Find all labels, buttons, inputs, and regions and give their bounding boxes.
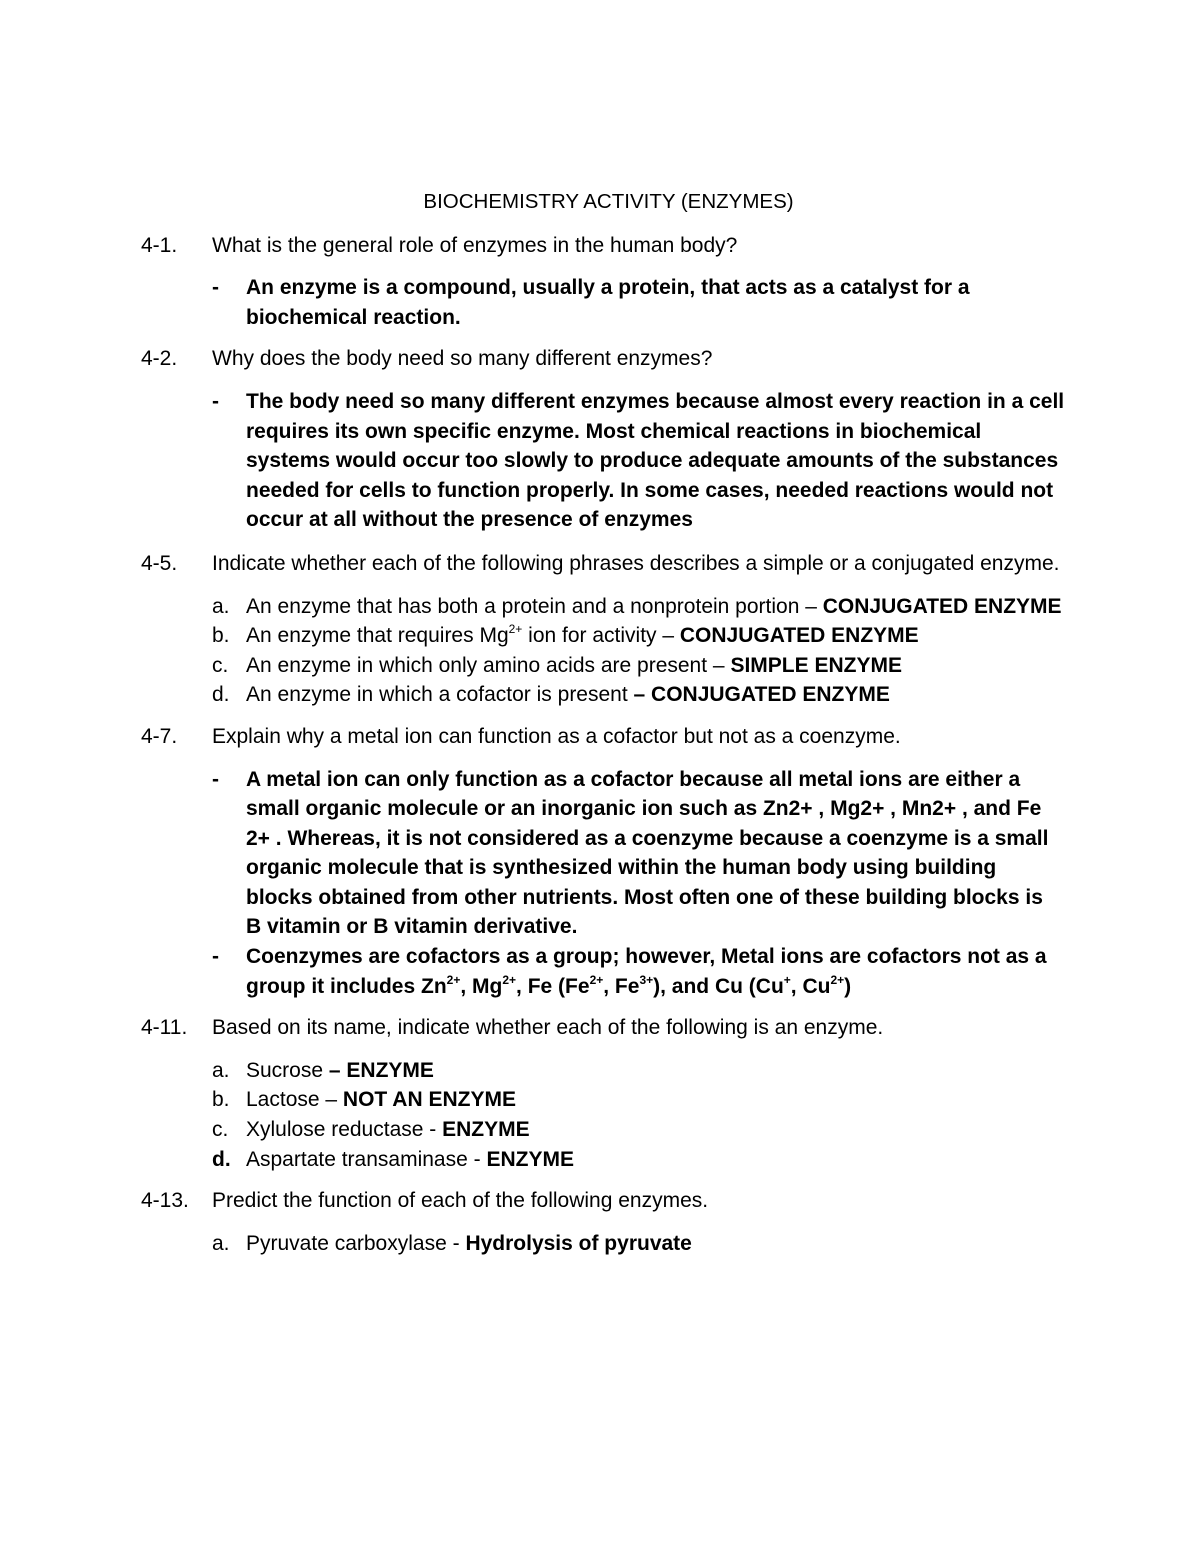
question-number: 4-7.	[141, 724, 178, 748]
item-answer: Hydrolysis of pyruvate	[465, 1231, 692, 1255]
answer-text: The body need so many different enzymes because almost every reaction in a cell requires its own specific enzyme. Most chemical reactions in biochemical systems would occur too slowly to produce adequate amounts of the substances needed for cells to function properly. In some cases, needed reactions would not occur at all without the presence of enzymes	[246, 389, 1065, 532]
question-4-11	[141, 1013, 1066, 1043]
item-letter: a.	[212, 1231, 230, 1255]
question-number: 4-2.	[141, 347, 178, 371]
item-letter: a.	[212, 1058, 230, 1082]
item-text: An enzyme that requires Mg	[246, 624, 509, 648]
question-4-13	[141, 1186, 1066, 1216]
answer-item	[141, 273, 1066, 332]
item-text: Pyruvate carboxylase -	[246, 1231, 460, 1255]
item-text: An enzyme that has both a protein and a nonprotein portion –	[246, 594, 817, 618]
item-text: Lactose –	[246, 1088, 338, 1112]
list-item	[141, 1115, 1066, 1145]
superscript: 2+	[508, 622, 523, 637]
document-page	[141, 187, 1066, 1270]
question-text: Indicate whether each of the following phrases describes a simple or a conjugated enzyme.	[212, 551, 1060, 575]
item-answer: – CONJUGATED ENZYME	[633, 683, 890, 707]
answer-fragment: )	[844, 974, 852, 998]
item-text: An enzyme in which a cofactor is present	[246, 683, 628, 707]
item-answer: NOT AN ENZYME	[342, 1088, 516, 1112]
question-4-5	[141, 549, 1066, 579]
question-text: Predict the function of each of the following enzymes.	[212, 1189, 709, 1213]
item-list	[141, 1229, 1066, 1259]
superscript: 2+	[589, 972, 604, 987]
answer-item	[141, 765, 1066, 943]
superscript: 2+	[830, 972, 845, 987]
answer-list	[141, 765, 1066, 1002]
list-item	[141, 621, 1066, 651]
list-item	[141, 1145, 1066, 1175]
item-letter: b.	[212, 1088, 230, 1112]
answer-fragment: , Cu	[790, 974, 831, 998]
item-answer: CONJUGATED ENZYME	[822, 594, 1062, 618]
item-answer: CONJUGATED ENZYME	[679, 624, 919, 648]
answer-text: An enzyme is a compound, usually a protein, that acts as a catalyst for a biochemical reaction.	[246, 276, 970, 329]
question-4-1	[141, 231, 1066, 261]
question-text: Why does the body need so many different enzymes?	[212, 347, 713, 371]
item-letter: c.	[212, 653, 229, 677]
answer-item	[141, 942, 1066, 1001]
bullet-dash: -	[212, 389, 219, 413]
item-answer: ENZYME	[442, 1118, 530, 1142]
superscript: 2+	[446, 972, 461, 987]
answer-list	[141, 273, 1066, 332]
item-text: Sucrose	[246, 1058, 324, 1082]
answer-text	[246, 942, 1061, 1001]
item-answer: SIMPLE ENZYME	[730, 653, 902, 677]
list-item	[141, 1056, 1066, 1086]
bullet-dash: -	[212, 945, 219, 969]
question-4-2	[141, 344, 1066, 374]
item-text: Aspartate transaminase -	[246, 1147, 481, 1171]
answer-item	[141, 387, 1066, 535]
question-number: 4-1.	[141, 233, 178, 257]
superscript: 3+	[639, 972, 654, 987]
answer-text: A metal ion can only function as a cofactor because all metal ions are either a small organic molecule or an inorganic ion such as Zn2+ , Mg2+ , Mn2+ , and Fe 2+ . Whereas, it is not considered as a coenzyme because a coenzyme is a small organic molecule that is synthesized within the human body using building blocks obtained from other nutrients. Most often one of these building blocks is B vitamin or B vitamin derivative.	[246, 767, 1049, 939]
item-letter: c.	[212, 1118, 229, 1142]
answer-fragment: , Mg	[460, 974, 503, 998]
item-letter: d.	[212, 683, 230, 707]
list-item	[141, 651, 1066, 681]
superscript: 2+	[502, 972, 517, 987]
list-item	[141, 1085, 1066, 1115]
question-number: 4-11.	[141, 1016, 188, 1040]
item-text: An enzyme in which only amino acids are present –	[246, 653, 725, 677]
item-answer: ENZYME	[486, 1147, 574, 1171]
item-list	[141, 1056, 1066, 1174]
item-letter: a.	[212, 594, 230, 618]
list-item	[141, 1229, 1066, 1259]
item-text: ion for activity –	[522, 624, 675, 648]
answer-fragment: ), and Cu (Cu	[653, 974, 784, 998]
list-item	[141, 592, 1066, 622]
question-number: 4-13.	[141, 1189, 189, 1213]
bullet-dash: -	[212, 276, 219, 300]
question-text: Explain why a metal ion can function as a cofactor but not as a coenzyme.	[212, 724, 901, 748]
item-letter: d.	[212, 1147, 231, 1171]
question-4-7	[141, 722, 1066, 752]
item-list	[141, 592, 1066, 710]
item-answer: – ENZYME	[328, 1058, 434, 1082]
answer-fragment: , Fe (Fe	[516, 974, 590, 998]
item-letter: b.	[212, 624, 230, 648]
bullet-dash: -	[212, 767, 219, 791]
page-title: BIOCHEMISTRY ACTIVITY (ENZYMES)	[423, 190, 794, 213]
answer-list	[141, 387, 1066, 535]
list-item	[141, 680, 1066, 710]
superscript: +	[783, 972, 791, 987]
question-number: 4-5.	[141, 551, 178, 575]
question-text: Based on its name, indicate whether each of the following is an enzyme.	[212, 1016, 884, 1040]
question-text: What is the general role of enzymes in the human body?	[212, 233, 738, 257]
item-text: Xylulose reductase -	[246, 1118, 437, 1142]
answer-fragment: , Fe	[603, 974, 640, 998]
answer-fragment: Coenzymes are cofactors as a group; however, Metal ions are cofactors not as a group it includes Zn	[246, 945, 1047, 998]
